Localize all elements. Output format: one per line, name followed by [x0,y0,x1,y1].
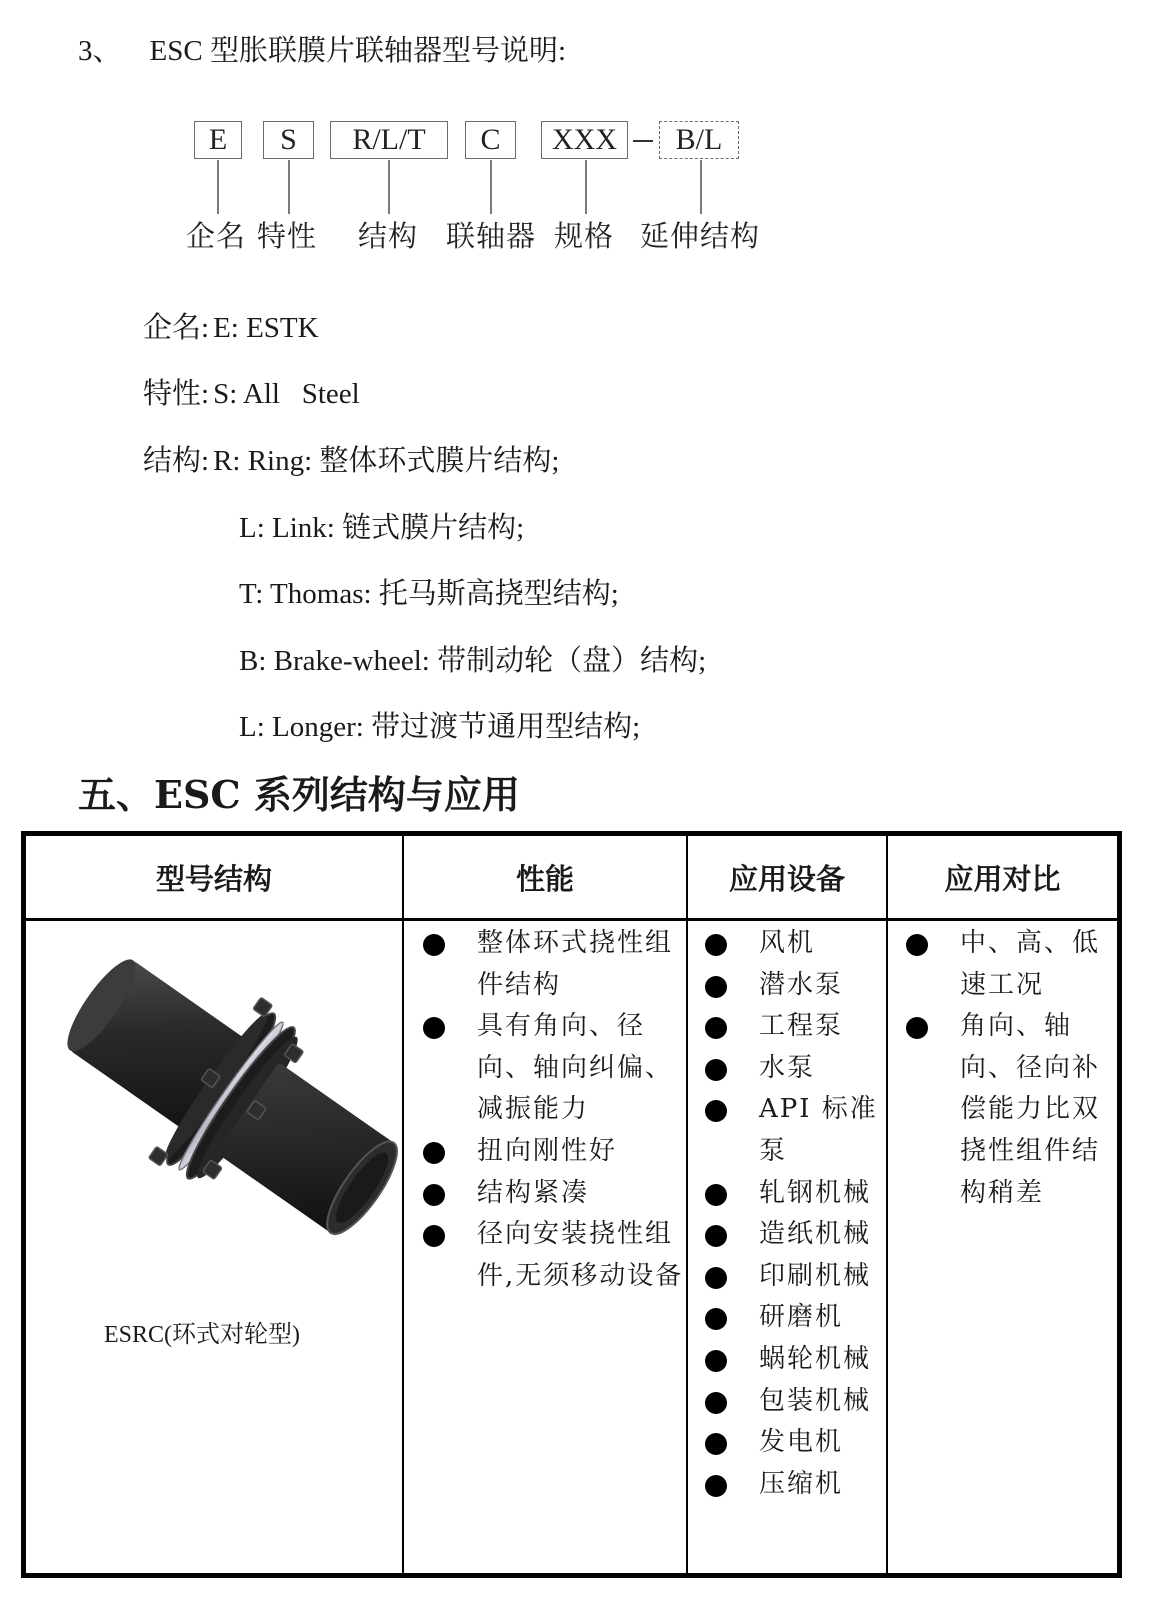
equipment-text: 蜗轮机械 [759,1343,872,1374]
equipment-item [759,1089,884,1172]
equipment-list [759,923,884,1505]
comparison-item [960,1006,1112,1214]
definition-structure-longer: L: Longer: 带过渡节通用型结构; [239,711,641,743]
equipment-text: 工程泵 [759,1011,844,1042]
code-box-c: C [465,121,516,159]
header-divider [26,918,1117,921]
performance-item [477,923,687,1006]
code-separator-dash [633,140,653,142]
connector-line [288,160,290,214]
column-divider [886,836,888,1573]
equipment-item [759,965,884,1007]
code-box-s: S [263,121,314,159]
bullet-icon [705,1308,727,1330]
structure-application-table [21,831,1122,1578]
definition-structure-brake-wheel: B: Brake-wheel: 带制动轮（盘）结构; [239,645,707,677]
bullet-icon [705,1475,727,1497]
definition-company [143,305,319,346]
definition-property [143,371,360,412]
bullet-icon [705,1059,727,1081]
equipment-text: 发电机 [759,1427,844,1458]
definition-key: 结构: [143,445,210,477]
connector-line [490,160,492,214]
bullet-icon [423,1142,445,1164]
header-model-structure: 型号结构 [155,861,272,896]
comparison-item [960,923,1112,1006]
column-divider [402,836,404,1573]
equipment-text: 印刷机械 [759,1260,872,1291]
bullet-icon [705,976,727,998]
equipment-item [759,1339,884,1381]
coupling-image [61,936,401,1256]
connector-line [585,160,587,214]
equipment-item [759,1464,884,1506]
connector-line [388,160,390,214]
section-title-text: ESC 型胀联膜片联轴器型号说明: [149,35,567,67]
performance-text: 具有角向、径向、轴向纠偏、减振能力 [477,1011,674,1125]
equipment-text: 水泵 [759,1052,816,1083]
equipment-text: 造纸机械 [759,1219,872,1250]
code-label-company: 企名 [186,219,247,253]
code-box-size: XXX [541,121,628,159]
equipment-item [759,923,884,965]
equipment-text: 风机 [759,928,816,958]
performance-list [477,923,687,1297]
equipment-item [759,1422,884,1464]
equipment-item [759,1173,884,1215]
connector-line [700,160,702,214]
bullet-icon [705,1225,727,1247]
bullet-icon [705,1350,727,1372]
equipment-text: 压缩机 [759,1468,844,1499]
code-box-extension: B/L [659,121,739,159]
bullet-icon [705,1184,727,1206]
section-number: 3、 [78,35,122,67]
equipment-text: 轧钢机械 [759,1177,872,1208]
definition-structure-ring [143,438,559,479]
code-label-extension: 延伸结构 [640,219,761,253]
definition-value: S: All Steel [213,378,360,410]
performance-item [477,1173,687,1215]
section-heading: 五、ESC 系列结构与应用 [78,772,520,817]
performance-item [477,1006,687,1131]
performance-text: 扭向刚性好 [477,1135,618,1166]
performance-item [477,1214,687,1297]
definition-key: 企名: [143,312,210,344]
equipment-text: 潜水泵 [759,969,844,1000]
performance-text: 径向安装挠性组件,无须移动设备 [477,1219,684,1291]
definition-structure-link: L: Link: 链式膜片结构; [239,512,525,544]
bullet-icon [423,934,445,956]
code-label-size: 规格 [554,219,615,253]
performance-text: 整体环式挠性组件结构 [477,928,674,1000]
code-label-property: 特性 [257,219,318,253]
bullet-icon [906,934,928,956]
definition-value: E: ESTK [213,312,319,344]
bullet-icon [423,1017,445,1039]
comparison-list [960,923,1112,1214]
equipment-item [759,1214,884,1256]
equipment-item [759,1256,884,1298]
performance-text: 结构紧凑 [477,1177,590,1208]
connector-line [217,160,219,214]
header-performance: 性能 [515,861,574,896]
equipment-text: 包装机械 [759,1385,872,1416]
bullet-icon [705,934,727,956]
bullet-icon [423,1225,445,1247]
code-box-structure: R/L/T [330,121,448,159]
equipment-item [759,1381,884,1423]
bullet-icon [705,1017,727,1039]
section-title [78,28,566,69]
definition-key: 特性: [143,378,210,410]
code-label-coupling: 联轴器 [446,219,537,253]
equipment-text: 研磨机 [759,1302,844,1333]
bullet-icon [705,1392,727,1414]
equipment-text: API 标准泵 [759,1094,878,1166]
equipment-item [759,1048,884,1090]
header-comparison: 应用对比 [944,861,1061,896]
comparison-text: 角向、轴向、径向补偿能力比双挠性组件结构稍差 [960,1011,1101,1208]
comparison-text: 中、高、低速工况 [960,928,1101,1000]
bullet-icon [705,1433,727,1455]
header-equipment: 应用设备 [728,861,845,896]
model-caption: ESRC(环式对轮型) [104,1322,301,1348]
code-box-e: E [194,121,242,159]
equipment-item [759,1297,884,1339]
bullet-icon [705,1267,727,1289]
equipment-item [759,1006,884,1048]
bullet-icon [906,1017,928,1039]
definition-structure-thomas: T: Thomas: 托马斯高挠型结构; [239,578,619,610]
bullet-icon [423,1184,445,1206]
code-label-structure: 结构 [358,219,419,253]
bullet-icon [705,1100,727,1122]
performance-item [477,1131,687,1173]
definition-value: R: Ring: 整体环式膜片结构; [213,445,560,477]
